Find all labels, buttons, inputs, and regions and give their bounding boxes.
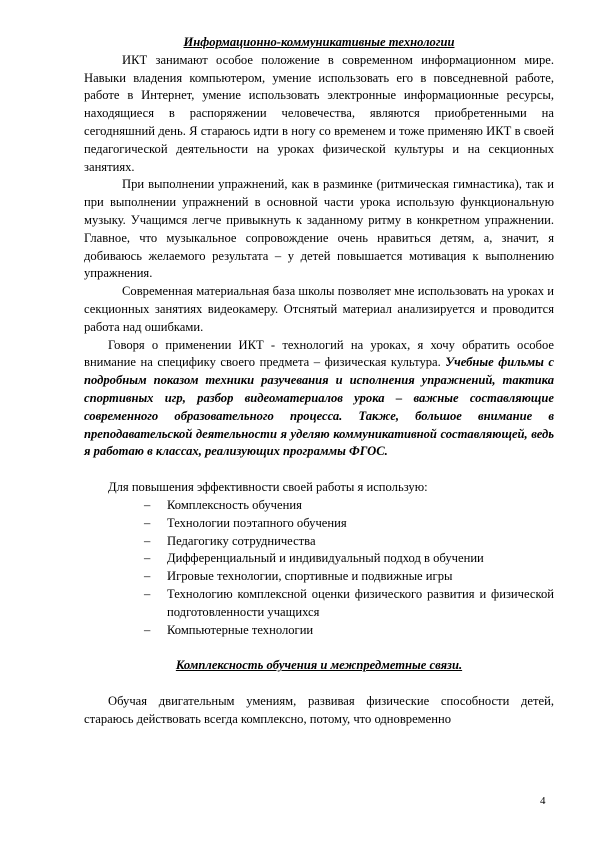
list-item: [144, 497, 554, 515]
list-item-text: Компьютерные технологии: [167, 622, 314, 637]
spacer: [84, 461, 554, 479]
list-item-text: Технологии поэтапного обучения: [167, 515, 347, 530]
list-item-text: Педагогику сотрудничества: [167, 533, 316, 548]
paragraph-subject-specifics: [84, 337, 554, 462]
dash-bullet: –: [144, 533, 151, 548]
dash-bullet: –: [144, 515, 151, 530]
paragraph-ict-intro: ИКТ занимают особое положение в современном информационном мире. Навыки владения компьютером, умение использовать его в повседневной работе, работе в Интернет, умение использовать электронные информационные ресурсы, находящиеся в распоряжении человечества, являются приобретенными на сегодняшний день. Я стараюсь идти в ногу со временем и тоже применяю ИКТ в своей педагогической деятельности на уроках физической культуры и на секционных занятиях.: [84, 52, 554, 174]
list-intro: Для повышения эффективности своей работы я использую:: [108, 480, 428, 495]
dash-bullet: –: [144, 497, 151, 512]
paragraph-complex-training: Обучая двигательным умениям, развивая физические способности детей, стараюсь действовать всегда комплексно, потому, что одновременно: [84, 694, 554, 726]
paragraph-regular-text: Говоря о применении ИКТ - технологий на уроках, я хочу обратить особое внимание на специфику своего предмета – физическая культура.: [84, 337, 554, 370]
list-item-text: Дифференциальный и индивидуальный подход в обучении: [167, 551, 484, 566]
list-item-text: Технологию комплексной оценки физического развития и физической подготовленности учащихся: [167, 586, 554, 619]
dash-bullet: –: [144, 569, 151, 584]
list-item: [144, 622, 554, 640]
paragraph-video: Современная материальная база школы позволяет мне использовать на уроках и секционных занятиях видеокамеру. Отснятый материал анализируется и проводится работа над ошибками.: [84, 284, 554, 334]
page-content: [84, 34, 554, 729]
list-item: [144, 533, 554, 551]
page-number: 4: [540, 795, 546, 807]
list-item: [144, 515, 554, 533]
list-item-text: Игровые технологии, спортивные и подвижные игры: [167, 569, 453, 584]
technologies-list: [84, 497, 554, 639]
section-heading: Комплексность обучения и межпредметные связи.: [175, 658, 463, 673]
spacer: [84, 639, 554, 657]
dash-bullet: –: [144, 551, 151, 566]
list-item: [144, 550, 554, 568]
paragraph-music: При выполнении упражнений, как в разминке (ритмическая гимнастика), так и при выполнении упражнений в основной части урока использую функциональную музыку. Учащимся легче привыкнуть к заданному ритму в конкретном упражнении. Главное, что музыкальное сопровождение очень нравиться детям, а, значит, я добиваюсь желаемого результата – у детей повышается мотивация к выполнению упражнения.: [84, 177, 554, 281]
list-item: [144, 568, 554, 586]
dash-bullet: –: [144, 622, 151, 637]
paragraph-emphasis-text: Учебные фильмы с подробным показом техники разучевания и исполнения упражнений, тактика спортивных игр, разбор видеоматериалов урока – важные составляющие современного образовательного процесса. Также, большое внимание в преподавательской деятельности я уделяю коммуникативной составляющей, ведь я работаю в классах, реализующих программы ФГОС.: [84, 355, 554, 459]
dash-bullet: –: [144, 586, 151, 601]
list-item: [144, 586, 554, 622]
spacer: [84, 675, 554, 693]
section-heading: Информационно-коммуникативные технологии: [183, 35, 455, 49]
list-item-text: Комплексность обучения: [167, 497, 302, 512]
